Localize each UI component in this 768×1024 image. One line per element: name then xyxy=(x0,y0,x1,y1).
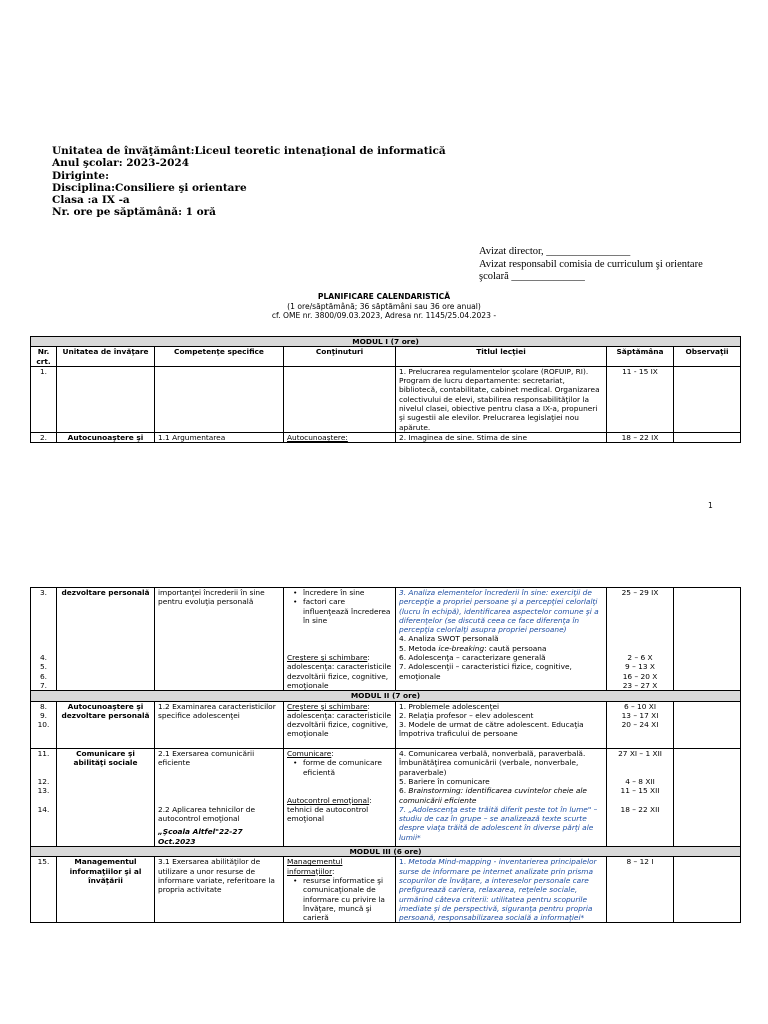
content-item: • factori care influenţează încrederea în sine xyxy=(297,597,392,625)
row-unitate xyxy=(57,366,155,432)
lesson-7: 7. „Adolescenţa este trăită diferit peste tot în lume" – studiu de caz în grupe – se analizează texte scurte despre viaţa trăită de adolescent în diverse părţi ale lumii* xyxy=(399,804,598,842)
lesson-1: 1. Problemele adolescenţei xyxy=(399,701,500,711)
competence-2-2: 2.2 Aplicarea tehnicilor de autocontrol emoţional xyxy=(158,804,256,824)
row-lectie: 2. Imaginea de sine. Stima de sine xyxy=(396,432,607,442)
col-competente: Competenţe specifice xyxy=(155,347,284,367)
col-titlul: Titlul lecţiei xyxy=(396,347,607,367)
lesson-3: 3. Modele de urmat de către adolescent. Educaţia împotriva traficului de persoane xyxy=(399,720,584,739)
header-line-school: Unitatea de învăţământ:Liceul teoretic intenaţional de informatică xyxy=(52,145,446,157)
row-lectie xyxy=(396,701,607,748)
week: 9 – 13 X xyxy=(625,662,655,672)
week: 20 – 24 XI xyxy=(621,720,659,730)
row-unitate: Autocunoaştere şi dezvoltare personală xyxy=(57,701,155,748)
row-unitate: Autocunoaştere şi xyxy=(57,432,155,442)
plan-title: PLANIFICARE CALENDARISTICĂ xyxy=(317,292,451,301)
row-nr xyxy=(31,701,57,748)
row-saptamana: 11 - 15 IX xyxy=(607,366,674,432)
content-title: Creştere şi schimbare xyxy=(287,701,368,711)
content-title: Comunicare xyxy=(287,749,332,759)
header-line-class: Clasa :a IX -a xyxy=(52,194,130,207)
nr-10: 10. xyxy=(37,720,50,730)
row-observatii xyxy=(674,366,741,432)
nr-13: 13. xyxy=(37,786,50,796)
page-number: 1 xyxy=(708,501,713,510)
row-nr xyxy=(31,588,57,691)
lesson-2: 2. Relaţia profesor – elev adolescent xyxy=(399,710,534,720)
row-saptamana xyxy=(607,588,674,691)
header-line-teacher: Diriginte: xyxy=(52,169,109,182)
row-lectie xyxy=(396,588,607,691)
row-unitate: Managementul informaţiilor şi al învăţării xyxy=(57,857,155,923)
content-item: • resurse informatice şi comunicaţionale de informare cu privire la învăţare, muncă şi carieră xyxy=(297,876,392,922)
nr-14: 14. xyxy=(37,804,50,814)
nr-9: 9. xyxy=(39,710,48,720)
content-item: • încredere în sine xyxy=(297,588,392,597)
week: 27 XI – 1 XII xyxy=(618,749,662,759)
row-continuturi: Creştere şi schimbare: adolescenţa: caracteristicile dezvoltării fizice, cognitive, emoţionale xyxy=(284,701,396,748)
row-observatii xyxy=(674,701,741,748)
table-row xyxy=(31,432,741,442)
week: 18 – 22 XII xyxy=(620,804,660,814)
plan-title-block xyxy=(0,292,768,321)
nr-5: 5. xyxy=(39,662,48,672)
row-lectie xyxy=(396,749,607,847)
row-continuturi xyxy=(284,366,396,432)
nr-11: 11. xyxy=(37,749,50,759)
row-saptamana: 18 – 22 IX xyxy=(607,432,674,442)
row-competente xyxy=(155,749,284,847)
lesson-1: Metoda Mind-mapping - inventarierea principalelor surse de informare pe internet analizate prin prisma scopurilor de învăţare, a intereselor personale care prefigurează cariera, relaxarea, reţelele sociale, urmărind câteva criterii: utilitatea pentru scopurile imediate şi de perspectivă, siguranţa pentru propria persoană, responsabilizarea socială a informaţiei* xyxy=(399,857,597,923)
row-continuturi: Autocunoaştere: xyxy=(284,432,396,442)
row-competente: 3.1 Exersarea abilităţilor de utilizare a unor resurse de informare variate, referitoare la propria activitate xyxy=(155,857,284,923)
table-row xyxy=(31,749,741,847)
module-2-header: MODUL II (7 ore) xyxy=(31,691,741,701)
header-line-subject: Disciplina:Consiliere şi orientare xyxy=(52,181,247,194)
content-title: Autocontrol emoţional xyxy=(287,795,370,805)
nr-7: 7. xyxy=(39,680,48,690)
week: 4 – 8 XII xyxy=(625,776,655,786)
content-text: adolescenţa: caracteristicile dezvoltării fizice, cognitive, emoţionale xyxy=(287,662,392,690)
nr-4: 4. xyxy=(39,653,48,663)
row-competente xyxy=(155,366,284,432)
module-1-header: MODUL I (7 ore) xyxy=(31,337,741,347)
lesson-7: 7. Adolescenţii – caracteristici fizice, cognitive, emoţionale xyxy=(399,662,572,681)
table-row xyxy=(31,588,741,691)
col-continuturi: Conţinuturi xyxy=(284,347,396,367)
row-saptamana xyxy=(607,749,674,847)
row-observatii xyxy=(674,588,741,691)
row-lectie xyxy=(396,857,607,923)
content-title: Managementul informaţiilor xyxy=(287,857,343,876)
week: 23 – 27 X xyxy=(622,680,658,690)
row-nr: 2. xyxy=(31,432,57,442)
row-continuturi: Comunicare: • forme de comunicare eficientă Autocontrol emoţional: tehnici de autocontrol emoţional xyxy=(284,749,396,847)
table-row xyxy=(31,701,741,748)
content-title: Creştere şi schimbare xyxy=(287,653,368,663)
week: 25 – 29 IX xyxy=(621,588,659,597)
lesson-6: 6. Brainstorming: identificarea cuvintelor cheie ale comunicării eficiente xyxy=(399,786,587,805)
row-competente: 1.1 Argumentarea xyxy=(155,432,284,442)
nr-8: 8. xyxy=(39,701,48,711)
document-header xyxy=(52,145,446,219)
lesson-3: 3. Analiza elementelor încrederii în sine: exerciţii de percepţie a propriei persoane şi a percepţiei celorlalţi (lucru în echipă), identificarea aspectelor comune şi a diferenţelor (se discută ceea ce face diferenţa în percepţia celorlalţi asupra propriei persoane) xyxy=(399,588,599,635)
row-saptamana: 8 – 12 I xyxy=(607,857,674,923)
lesson-5: 5. Metoda ice-breaking: caută persoana xyxy=(399,643,547,653)
module-3-header: MODUL III (6 ore) xyxy=(31,847,741,857)
lesson-5: 5. Bariere în comunicare xyxy=(399,776,490,786)
row-nr: 1. xyxy=(31,366,57,432)
table-header-row xyxy=(31,347,741,367)
lesson-4: 4. Comunicarea verbală, nonverbală, paraverbală. Îmbunătăţirea comunicării (verbale, nonverbale, paraverbale) xyxy=(399,749,586,777)
content-text: tehnici de autocontrol emoţional xyxy=(287,804,369,824)
nr-12: 12. xyxy=(37,776,50,786)
competence-2-1: 2.1 Exersarea comunicării eficiente xyxy=(158,749,255,768)
row-observatii xyxy=(674,749,741,847)
week: 16 – 20 X xyxy=(622,671,658,681)
lesson-6: 6. Adolescenţa – caracterizare generală xyxy=(399,653,546,663)
row-continuturi: • încredere în sine • factori care influenţează încrederea în sine Creştere şi schimbare: adolescenţa: caracteristicile dezvoltării fizice, cognitive, emoţionale xyxy=(284,588,396,691)
row-observatii xyxy=(674,432,741,442)
week: 6 – 10 XI xyxy=(623,701,657,711)
row-lectie: 1. Prelucrarea regulamentelor şcolare (ROFUIP, RI). Program de lucru departamente: secretariat, bibliotecă, contabilitate, cabinet medical. Organizarea colectivului de elevi, stabilirea responsabilităţilor la nivelul clasei, obiective pentru clasa a IX-a, propuneri şi sugestii ale elevilor. Prelucrarea legislaţiei nou apărute. xyxy=(396,366,607,432)
table-row xyxy=(31,366,741,432)
lesson-1-num: 1. xyxy=(399,857,409,867)
plan-subtitle: (1 ore/săptămână; 36 săptămâni sau 36 ore anual) xyxy=(287,301,481,311)
row-unitate: Comunicare şi abilităţi sociale xyxy=(57,749,155,847)
week: 11 – 15 XII xyxy=(620,786,660,796)
row-observatii xyxy=(674,857,741,923)
row-competente: importanţei încrederii în sine pentru evoluţia personală xyxy=(155,588,284,691)
approval-curriculum: Avizat responsabil comisia de curriculum şi orientare şcolară ______________ xyxy=(479,258,703,282)
table-row xyxy=(31,857,741,923)
approval-block xyxy=(479,246,704,284)
col-nr: Nr. crt. xyxy=(31,347,57,367)
row-competente: 1.2 Examinarea caracteristicilor specifice adolescenţei xyxy=(155,701,284,748)
row-nr: 15. xyxy=(31,857,57,923)
week: 13 – 17 XI xyxy=(621,710,659,720)
content-item: • forme de comunicare eficientă xyxy=(297,758,392,777)
scoala-altfel-note: „Şcoala Altfel"22-27 Oct.2023 xyxy=(158,827,243,846)
lesson-4: 4. Analiza SWOT personală xyxy=(399,634,499,644)
approval-director: Avizat director, ________________ xyxy=(479,246,631,257)
nr-3: 3. xyxy=(39,588,48,597)
header-line-year: Anul şcolar: 2023-2024 xyxy=(52,157,190,170)
row-nr xyxy=(31,749,57,847)
row-unitate: dezvoltare personală xyxy=(57,588,155,691)
col-unitate: Unitatea de învăţare xyxy=(57,347,155,367)
header-line-hours: Nr. ore pe săptămână: 1 oră xyxy=(52,206,216,219)
planning-table-page2 xyxy=(30,587,741,923)
col-observatii: Observaţii xyxy=(674,347,741,367)
col-saptamana: Săptămâna xyxy=(607,347,674,367)
planning-table-page1 xyxy=(30,336,741,443)
row-saptamana xyxy=(607,701,674,748)
content-text: adolescenţa: caracteristicile dezvoltării fizice, cognitive, emoţionale xyxy=(287,710,392,739)
plan-legal-ref: cf. OME nr. 3800/09.03.2023, Adresa nr. 1145/25.04.2023 - xyxy=(271,311,497,321)
row-continuturi: Managementul informaţiilor: • resurse informatice şi comunicaţionale de informare cu privire la învăţare, muncă şi carieră xyxy=(284,857,396,923)
week: 2 – 6 X xyxy=(627,653,653,663)
nr-6: 6. xyxy=(39,671,48,681)
